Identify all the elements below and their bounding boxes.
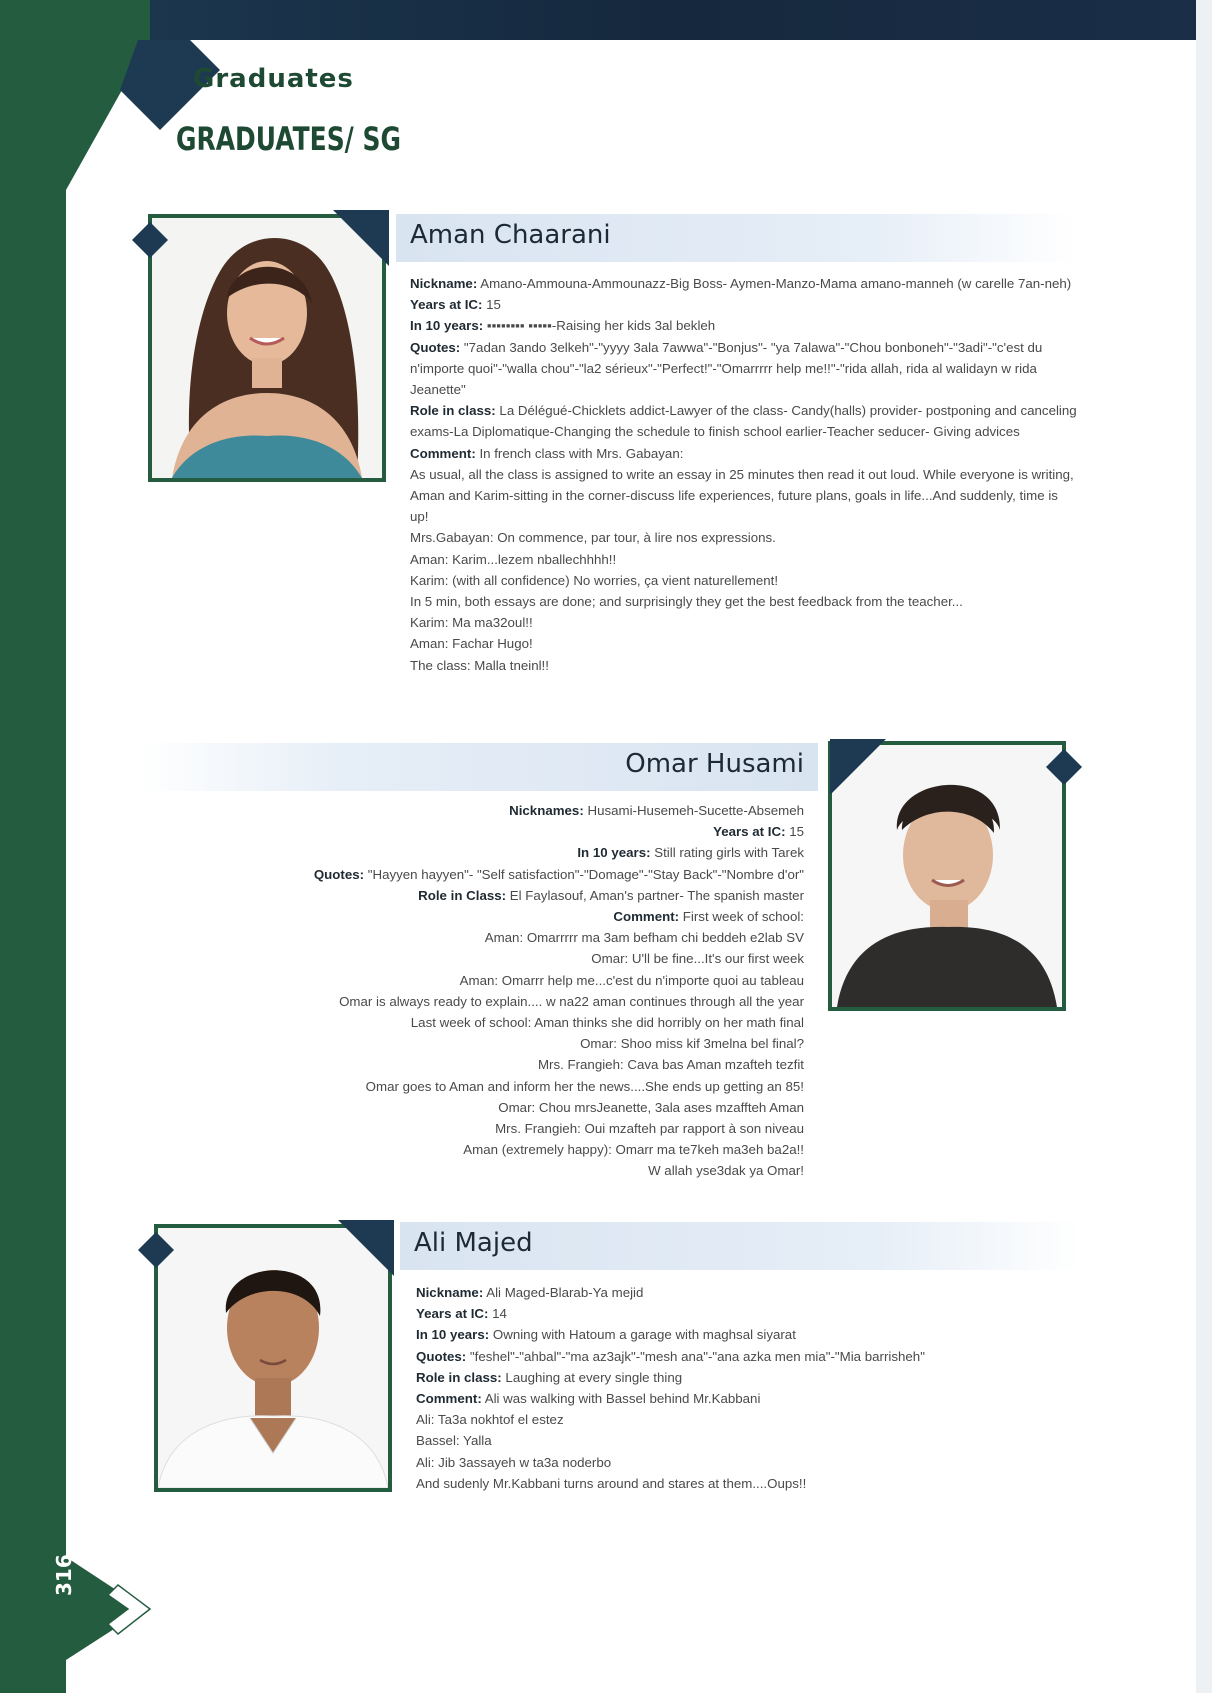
graduate-name: Omar Husami: [625, 749, 804, 779]
story-line: Omar: Chou mrsJeanette, 3ala ases mzaffteh Aman: [498, 1099, 804, 1115]
field-role: Role in class: Laughing at every single thing: [416, 1369, 683, 1385]
name-banner: [140, 743, 818, 791]
diamond-icon: [136, 1230, 176, 1270]
field-years: Years at IC: 15: [713, 824, 804, 840]
story-line: Omar is always ready to explain.... w na22 aman continues through all the year: [339, 993, 804, 1009]
story-line: W allah yse3dak ya Omar!: [648, 1163, 804, 1179]
diamond-icon: [1044, 747, 1084, 787]
story-line: As usual, all the class is assigned to write an essay in 25 minutes then read it out loud. While everyone is writing, Aman and Karim-sitting in the corner-discuss life experiences, future plans, goals in life...And suddenly, time is up!: [410, 466, 1074, 525]
story-line: Aman: Fachar Hugo!: [410, 636, 533, 652]
name-banner: [400, 1222, 1080, 1270]
field-nickname: Nickname: Amano-Ammouna-Ammounazz-Big Boss- Aymen-Manzo-Mama amano-manneh (w carelle 7an-neh): [410, 276, 1072, 291]
field-comment: Comment: In french class with Mrs. Gabayan:: [410, 445, 684, 461]
story-line: Mrs. Frangieh: Cava bas Aman mzafteh tezfit: [537, 1057, 804, 1073]
field-quotes: Quotes: "7adan 3ando 3elkeh"-"yyyy 3ala 7awwa"-"Bonjus"- "ya 7alawa"-"Chou bonboneh"-"3adi"-"c'est du n'importe quoi"-"walla chou"-"la2 sérieux"-"Perfect!"-"Omarrrrr help me!!"-"rida allah, rida al walidayn w rida Jeanette": [410, 339, 1043, 398]
story-line: Karim: (with all confidence) No worries, ça vient naturellement!: [410, 572, 779, 588]
story-line: Omar goes to Aman and inform her the news....She ends up getting an 85!: [365, 1078, 804, 1094]
story-line: In 5 min, both essays are done; and surprisingly they get the best feedback from the teacher...: [410, 594, 963, 610]
field-nickname: Nickname: Ali Maged-Blarab-Ya mejid: [416, 1285, 644, 1300]
frame-corner-decoration: [828, 737, 888, 797]
field-ten-years: In 10 years: Owning with Hatoum a garage with maghsal siyarat: [416, 1327, 796, 1343]
story-line: Mrs.Gabayan: On commence, par tour, à lire nos expressions.: [410, 530, 776, 546]
field-quotes: Quotes: "feshel"-"ahbal"-"ma az3ajk"-"mesh ana"-"ana azka men mia"-"Mia barrisheh": [416, 1348, 925, 1364]
story-line: Aman (extremely happy): Omarr ma te7keh ma3eh ba2a!!: [463, 1142, 804, 1158]
page-title: GRADUATES/ SG: [176, 120, 401, 158]
story-line: Aman: Karim...lezem nballechhhh!!: [410, 551, 617, 567]
name-banner: [396, 214, 1076, 262]
graduate-details: [290, 800, 804, 1182]
story-line: And sudenly Mr.Kabbani turns around and stares at them....Oups!!: [416, 1475, 807, 1491]
diamond-icon: [130, 220, 170, 260]
frame-corner-decoration: [333, 208, 393, 268]
field-comment: Comment: First week of school:: [613, 909, 804, 925]
section-title: Graduates: [193, 64, 354, 94]
graduate-details: [416, 1282, 1076, 1494]
story-line: Bassel: Yalla: [416, 1433, 492, 1449]
field-nickname: Nicknames: Husami-Husemeh-Sucette-Absemeh: [509, 803, 804, 818]
story-line: Ali: Ta3a nokhtof el estez: [416, 1412, 564, 1428]
story-line: Omar: Shoo miss kif 3melna bel final?: [580, 1036, 804, 1052]
field-role: Role in class: La Délégué-Chicklets addict-Lawyer of the class- Candy(halls) provider- postponing and canceling exams-La Diplomatique-Changing the schedule to finish school earlier-Teacher seducer- Giving advices: [410, 403, 1077, 440]
story-line: Ali: Jib 3assayeh w ta3a noderbo: [416, 1454, 612, 1470]
graduate-name: Ali Majed: [414, 1228, 533, 1258]
story-line: Last week of school: Aman thinks she did horribly on her math final: [410, 1015, 804, 1031]
story-line: The class: Malla tneinl!!: [410, 657, 549, 673]
field-ten-years: In 10 years: ▪▪▪▪▪▪▪▪ ▪▪▪▪▪-Raising her kids 3al bekleh: [410, 318, 716, 334]
story-line: Mrs. Frangieh: Oui mzafteh par rapport à son niveau: [495, 1121, 804, 1137]
graduate-details: [410, 273, 1078, 676]
field-quotes: Quotes: "Hayyen hayyen"- "Self satisfaction"-"Domage"-"Stay Back"-"Nombre d'or": [313, 866, 804, 882]
page-number: 316: [52, 1554, 76, 1596]
story-line: Aman: Omarrrrr ma 3am befham chi beddeh e2lab SV: [484, 930, 804, 946]
field-years: Years at IC: 14: [416, 1306, 507, 1322]
field-ten-years: In 10 years: Still rating girls with Tarek: [577, 845, 804, 861]
story-line: Omar: U'll be fine...It's our first week: [591, 951, 804, 967]
graduate-name: Aman Chaarani: [410, 220, 611, 250]
field-role: Role in Class: El Faylasouf, Aman's partner- The spanish master: [418, 887, 804, 903]
story-line: Karim: Ma ma32oul!!: [410, 615, 533, 631]
frame-corner-decoration: [338, 1218, 398, 1278]
story-line: Aman: Omarrr help me...c'est du n'importe quoi au tableau: [459, 972, 804, 988]
field-comment: Comment: Ali was walking with Bassel behind Mr.Kabbani: [416, 1391, 761, 1407]
field-years: Years at IC: 15: [410, 297, 501, 313]
